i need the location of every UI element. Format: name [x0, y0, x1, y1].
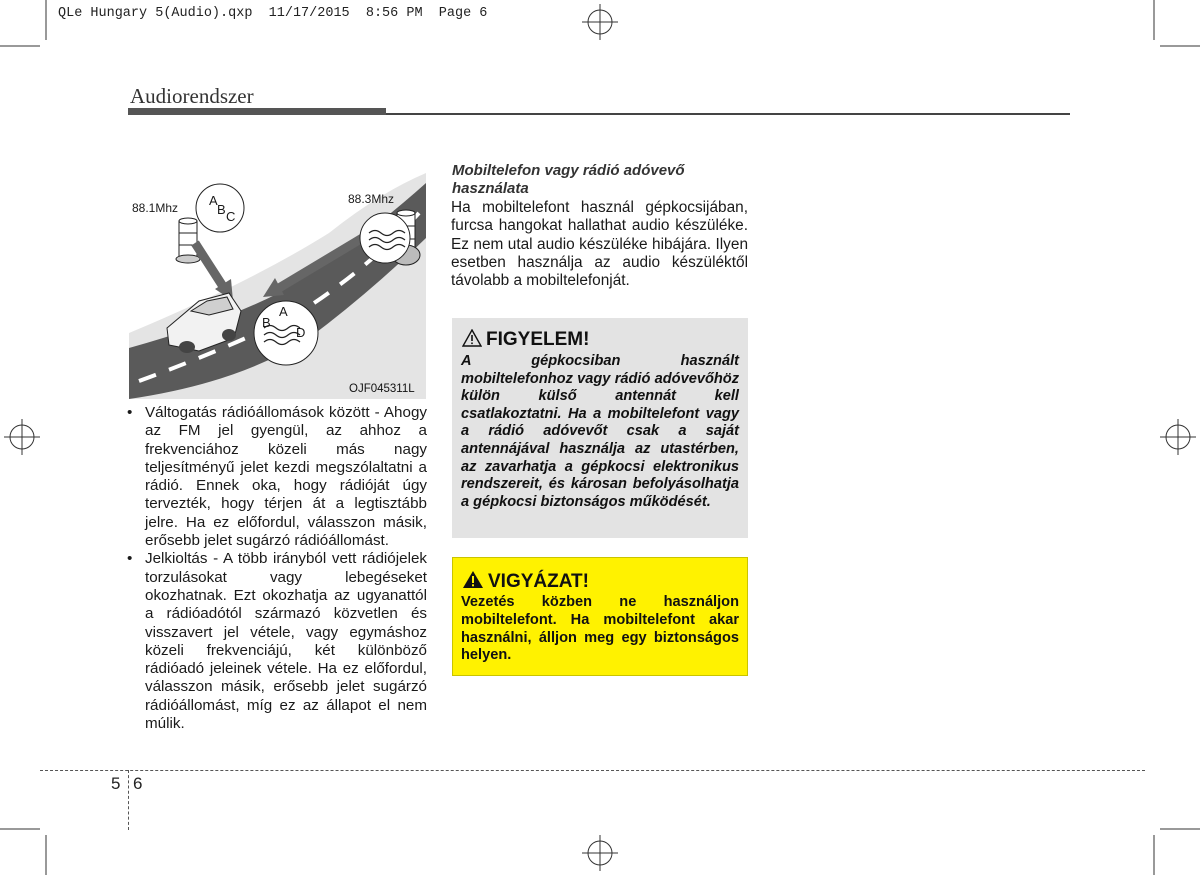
caution-title — [462, 570, 589, 593]
freq-label-right: 88.3Mhz — [348, 192, 395, 206]
caution-body: Vezetés közben ne használjon mobiltelefont. Ha mobiltelefont akar használni, álljon meg egy biztonságos helyen. — [461, 594, 739, 664]
warning-title — [462, 329, 589, 351]
warning-title-text: FIGYELEM! — [486, 329, 590, 350]
signal-arrow-left — [195, 243, 224, 288]
warning-filled-icon — [462, 570, 484, 589]
bullet-text: Jelkioltás - A több irányból vett rádiójelek torzulásokat vagy lebegéseket okozhatnak. Ezt okozhatja az ugyanattól a rádióadótól származó közvetlen és visszavert jel vétele, vagy egymáshoz közeli frekvenciájú, két különböző rádióadó jeleinek vétele. Ha ez előfordul, válasszon másik, erősebb jelet sugárzó rádióállomást, míg ez az állapot el nem múlik. — [145, 550, 427, 733]
mobile-section-body: Ha mobiltelefont használ gépkocsijában, furcsa hangokat hallathat audio készüléke. Ez nem utal audio készüléke hibájára. Ilyen esetben használja az audio készüléktől távolabb a mobiltelefonját. — [451, 199, 748, 290]
bubble-letter-b: B — [217, 202, 226, 217]
bullet-text: Váltogatás rádióállomások között - Ahogy az FM jel gyengül, az ahhoz a frekvenciához közeli más nagy teljesítményű jelet kezdi megszólaltatni a rádió. Ennek oka, hogy rádióját úgy tervezték, hogy térjen át a legtisztább jelre. Ha ez előfordul, válasszon másik, erősebb jelet sugárzó rádióállomást. — [145, 404, 427, 550]
bubble-letter-d: D — [296, 325, 306, 340]
bubble-letter-c: C — [226, 209, 236, 224]
footer-rule — [40, 770, 1145, 771]
section-number: 5 — [111, 774, 121, 793]
bullet-symbol: • — [127, 404, 133, 421]
list-item — [127, 404, 427, 550]
header-rule-thin — [386, 113, 1070, 115]
print-slug: QLe Hungary 5(Audio).qxp 11/17/2015 8:56 PM Page 6 — [58, 6, 488, 21]
bullet-symbol: • — [127, 550, 133, 568]
bubble-letter-a: A — [209, 193, 218, 208]
footer-divider — [128, 770, 129, 830]
bubble-letter-b2: B — [262, 315, 271, 330]
freq-label-left: 88.1Mhz — [132, 201, 179, 215]
section-title: Audiorendszer — [130, 84, 254, 108]
bubble-letter-a2: A — [279, 304, 288, 319]
warning-outline-icon — [462, 329, 482, 347]
figure-code: OJF045311L — [349, 383, 415, 395]
bullet-list — [127, 404, 427, 733]
caution-title-text: VIGYÁZAT! — [488, 571, 589, 592]
mobile-section-title: Mobiltelefon vagy rádió adóvevő használata — [452, 162, 685, 197]
radio-reception-illustration — [129, 163, 426, 399]
tower-left-icon — [176, 218, 200, 263]
list-item — [127, 550, 427, 733]
header-rule-thick — [128, 108, 386, 115]
page-number: 6 — [133, 774, 143, 793]
warning-body: A gépkocsiban használt mobiltelefonhoz vagy rádió adóvevőhöz külön külső antennát kell csatlakoztatni. Ha a mobiltelefont vagy a rádió adóvevőt csak a saját antennájával használja az utastérben, az zavarhatja a gépkocsi elektronikus rendszereit, és károsan befolyásolhatja a gépkocsi biztonságos működését. — [461, 353, 739, 510]
